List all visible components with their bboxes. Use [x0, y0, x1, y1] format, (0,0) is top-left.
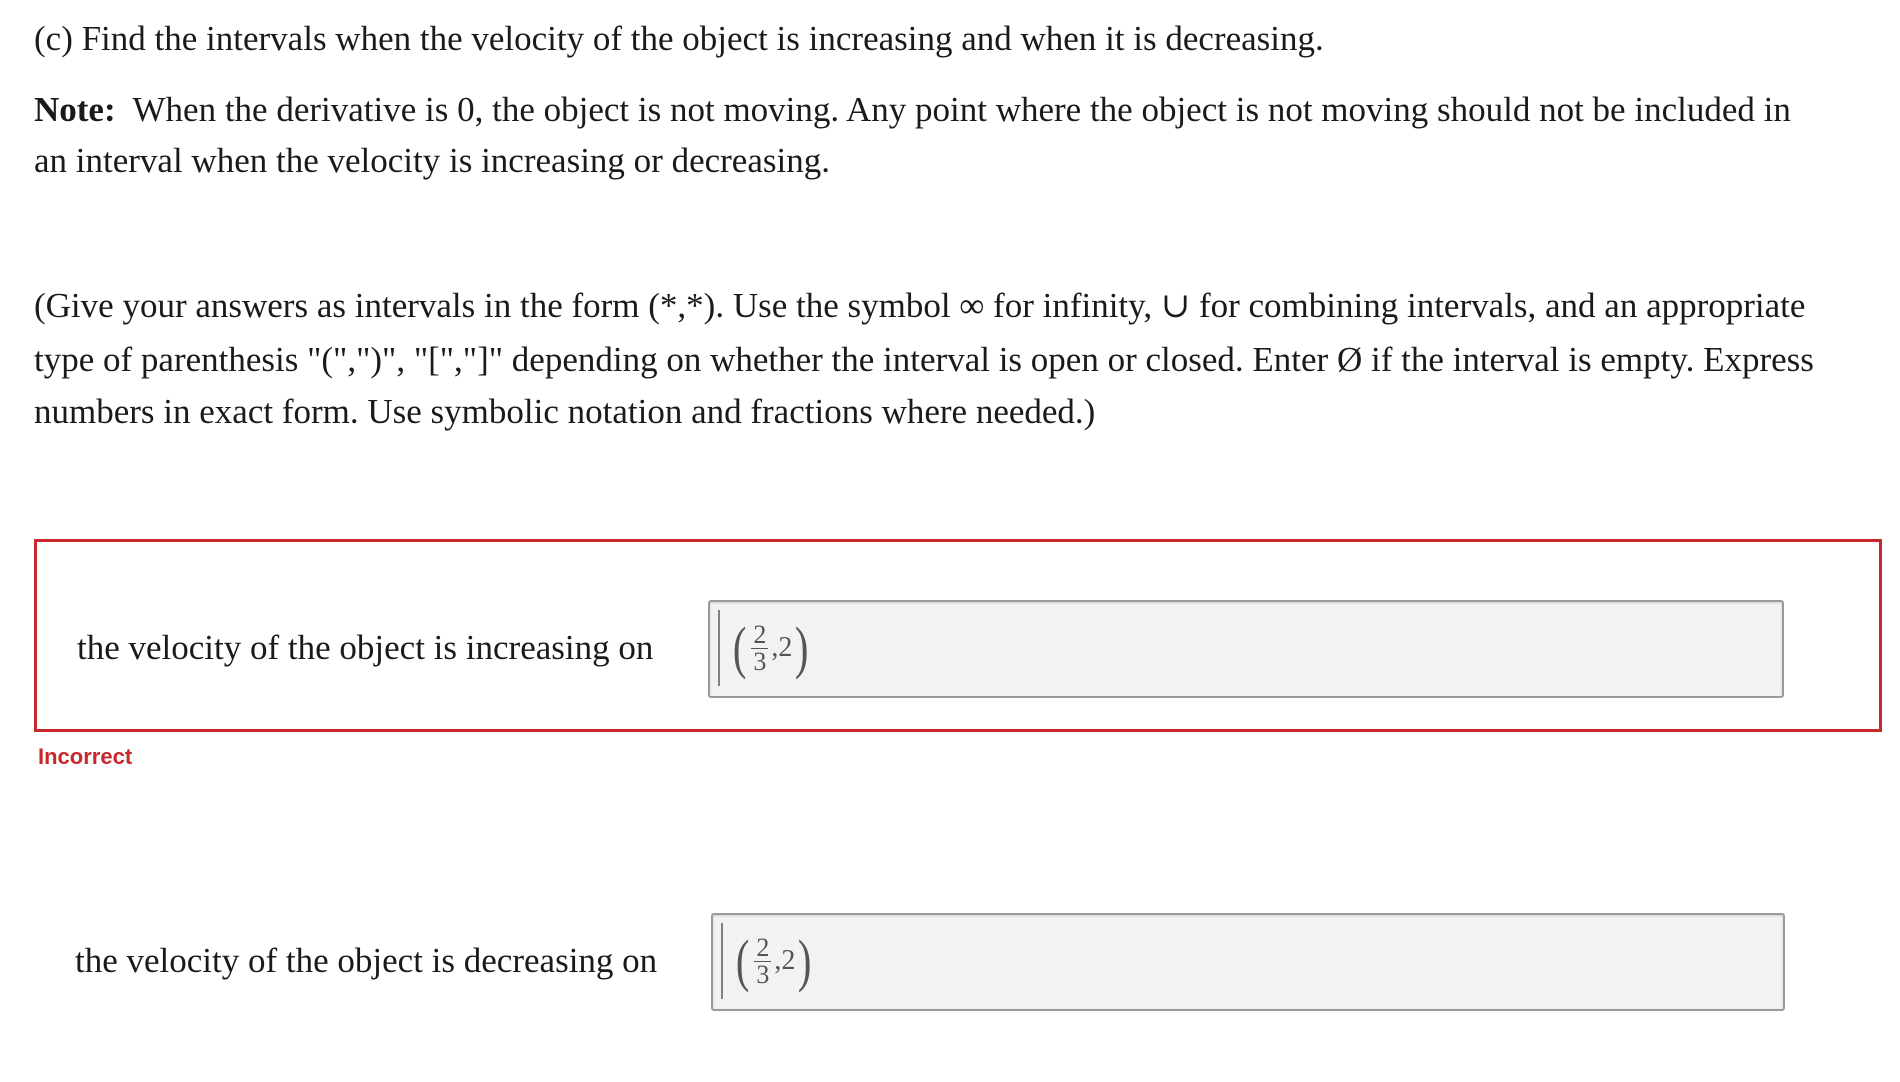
instructions-line-1: (Give your answers as intervals in the form (*,*). Use the symbol ∞ for infinity, ∪ for combining intervals, and an appropriate [34, 286, 1806, 325]
decreasing-label: the velocity of the object is decreasing on [75, 941, 658, 980]
decreasing-answer-input[interactable] [711, 913, 1785, 1011]
question-part-c: (c) Find the intervals when the velocity of the object is increasing and when it is decreasing. [34, 19, 1324, 58]
open-paren: ( [732, 615, 747, 680]
increasing-answer-value [718, 610, 812, 686]
incorrect-status: Incorrect [38, 744, 133, 769]
close-paren: ) [798, 928, 812, 993]
note-line-1 [34, 84, 1791, 136]
fraction [751, 619, 768, 676]
increasing-answer-input[interactable] [708, 600, 1784, 698]
note-line-2: an interval when the velocity is increasing or decreasing. [34, 141, 830, 180]
note-text-1: When the derivative is 0, the object is not moving. Any point where the object is not moving should not be included in [132, 90, 1791, 129]
instructions-line-2: type of parenthesis "(",")", "[","]" depending on whether the interval is open or closed. Enter Ø if the interval is empty. Express [34, 340, 1814, 379]
open-paren: ( [735, 928, 750, 993]
instructions-line-3: numbers in exact form. Use symbolic notation and fractions where needed.) [34, 392, 1096, 431]
fraction-denominator: 3 [753, 646, 767, 676]
increasing-label: the velocity of the object is increasing on [77, 628, 654, 667]
fraction-numerator: 2 [753, 619, 767, 649]
interval-rest: ,2 [771, 632, 793, 663]
fraction [754, 932, 771, 989]
decreasing-answer-value [721, 923, 815, 999]
note-label: Note: [34, 90, 116, 129]
close-paren: ) [795, 615, 809, 680]
interval-rest: ,2 [774, 945, 796, 976]
fraction-denominator: 3 [756, 959, 770, 989]
fraction-numerator: 2 [756, 932, 770, 962]
